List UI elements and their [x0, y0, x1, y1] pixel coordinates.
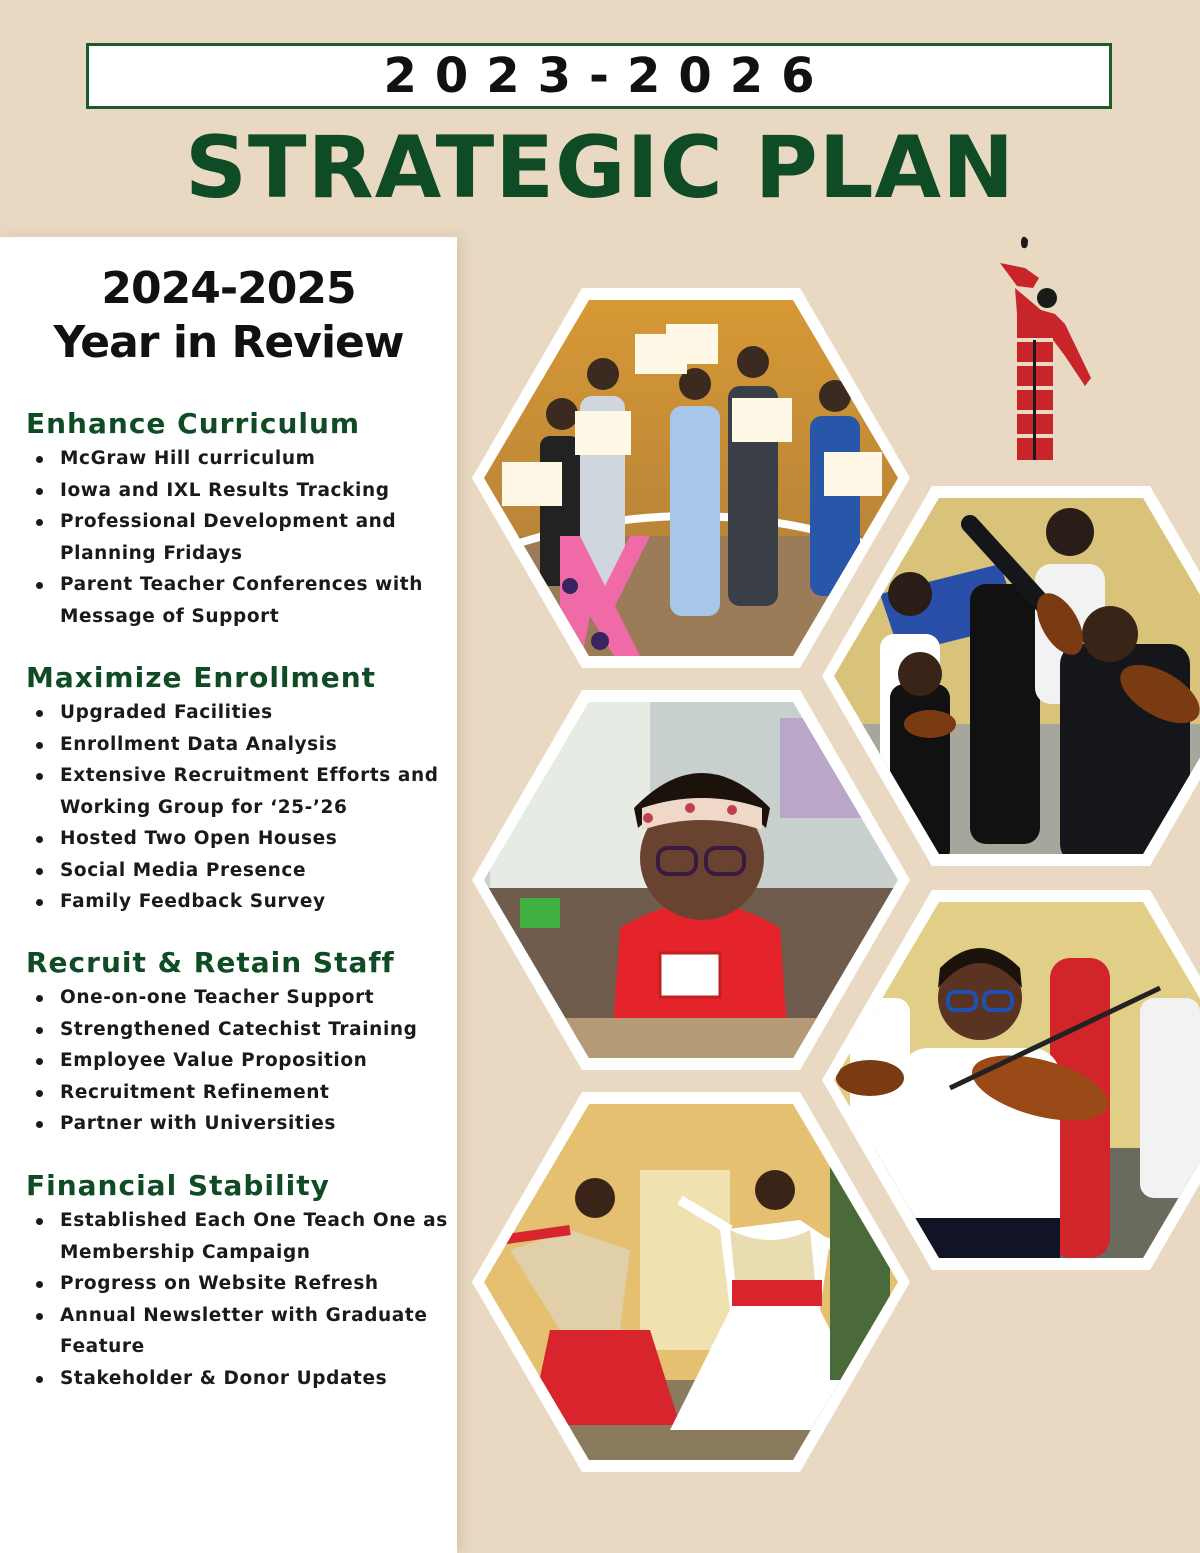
bullet-icon	[36, 773, 43, 780]
bullet-icon	[36, 836, 43, 843]
list-item: Parent Teacher Conferences with Message of Support	[26, 569, 456, 632]
section-maximize-enrollment	[26, 661, 456, 918]
list-item: Recruitment Refinement	[26, 1077, 456, 1109]
section-list	[26, 443, 456, 632]
bullet-icon	[36, 1090, 43, 1097]
section-list	[26, 1205, 456, 1394]
bullet-icon	[36, 456, 43, 463]
page-title: STRATEGIC PLAN	[184, 118, 1016, 218]
list-item: McGraw Hill curriculum	[26, 443, 456, 475]
list-item: Family Feedback Survey	[26, 886, 456, 918]
bullet-icon	[36, 742, 43, 749]
section-title: Recruit & Retain Staff	[26, 946, 395, 979]
list-item: Stakeholder & Donor Updates	[26, 1363, 456, 1395]
review-subtitle: Year in Review	[53, 317, 404, 368]
bullet-icon	[36, 899, 43, 906]
list-item: Established Each One Teach One as Membership Campaign	[26, 1205, 456, 1268]
bullet-icon	[36, 582, 43, 589]
review-heading	[0, 262, 457, 370]
bullet-icon	[36, 1027, 43, 1034]
list-item: Hosted Two Open Houses	[26, 823, 456, 855]
bullet-icon	[36, 488, 43, 495]
bullet-icon	[36, 1121, 43, 1128]
bullet-icon	[36, 1376, 43, 1383]
list-item: Upgraded Facilities	[26, 697, 456, 729]
section-enhance-curriculum	[26, 407, 456, 632]
list-item: One-on-one Teacher Support	[26, 982, 456, 1014]
list-item: Enrollment Data Analysis	[26, 729, 456, 761]
years-banner	[86, 43, 1112, 109]
section-title: Enhance Curriculum	[26, 407, 361, 440]
review-year: 2024-2025	[101, 263, 356, 314]
years-text: 2023-2026	[383, 48, 833, 104]
bullet-icon	[36, 1218, 43, 1225]
bullet-icon	[36, 995, 43, 1002]
list-item: Iowa and IXL Results Tracking	[26, 475, 456, 507]
section-title: Maximize Enrollment	[26, 661, 377, 694]
list-item: Employee Value Proposition	[26, 1045, 456, 1077]
bullet-icon	[36, 868, 43, 875]
list-item: Partner with Universities	[26, 1108, 456, 1140]
bullet-icon	[36, 1313, 43, 1320]
section-title: Financial Stability	[26, 1169, 330, 1202]
list-item: Annual Newsletter with Graduate Feature	[26, 1300, 456, 1363]
section-list	[26, 982, 456, 1140]
bullet-icon	[36, 1281, 43, 1288]
section-list	[26, 697, 456, 918]
bullet-icon	[36, 1058, 43, 1065]
bullet-icon	[36, 519, 43, 526]
list-item: Progress on Website Refresh	[26, 1268, 456, 1300]
list-item: Extensive Recruitment Efforts and Working Group for ‘25-’26	[26, 760, 456, 823]
liturgical-dancers-photo	[470, 1090, 912, 1474]
section-financial-stability	[26, 1169, 456, 1394]
list-item: Social Media Presence	[26, 855, 456, 887]
list-item: Strengthened Catechist Training	[26, 1014, 456, 1046]
school-logo-icon	[995, 228, 1105, 468]
list-item: Professional Development and Planning Fridays	[26, 506, 456, 569]
section-recruit-retain-staff	[26, 946, 456, 1140]
bullet-icon	[36, 710, 43, 717]
